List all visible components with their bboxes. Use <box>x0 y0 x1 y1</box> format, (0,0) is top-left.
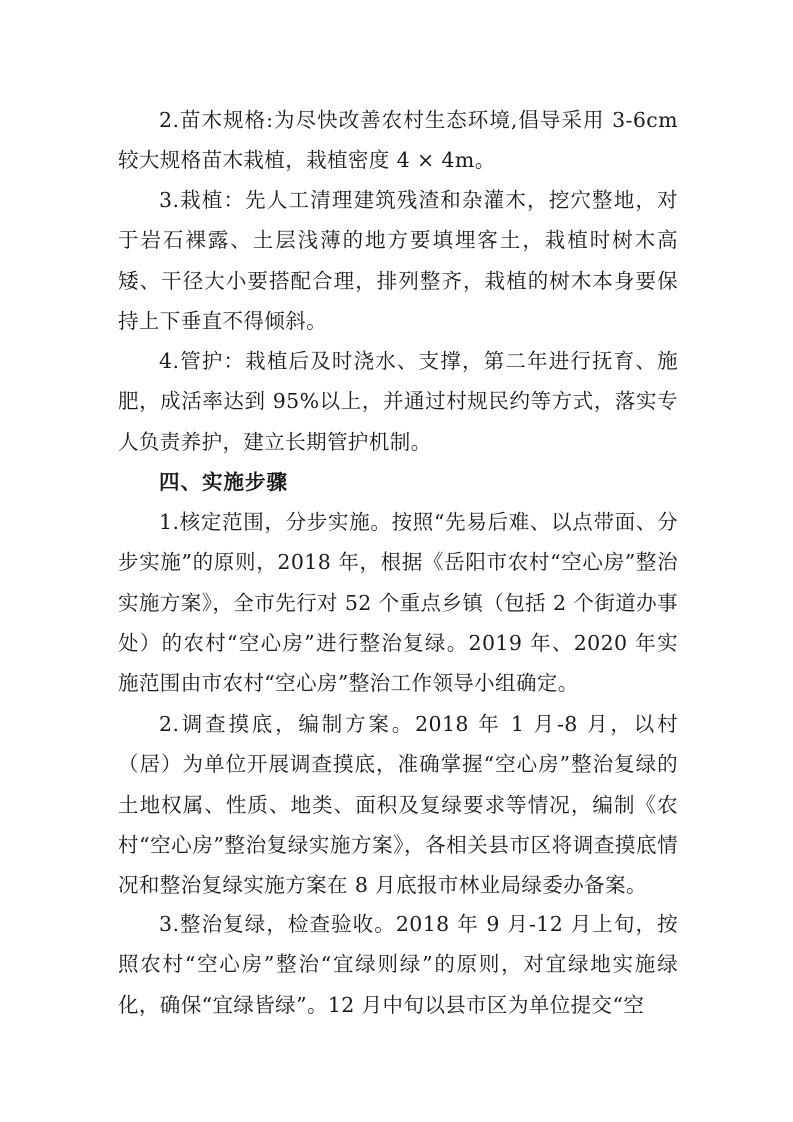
section-heading-implementation-steps: 四、实施步骤 <box>159 470 288 494</box>
paragraph-maintenance: 4.管护：栽植后及时浇水、支撑，第二年进行抚育、施肥，成活率达到 95%以上，并通过村规民约等方式，落实专人负责养护，建立长期管护机制。 <box>118 349 678 454</box>
paragraph-step-survey: 2.调查摸底，编制方案。2018 年 1 月-8 月，以村（居）为单位开展调查摸底，准确掌握“空心房”整治复绿的土地权属、性质、地类、面积及复绿要求等情况，编制《农村“空心房”整治复绿实施方案》，各相关县市区将调查摸底情况和整治复绿实施方案在 8 月底报市林业局绿委办备案。 <box>118 712 678 898</box>
paragraph-step-greening: 3.整治复绿，检查验收。2018 年 9 月-12 月上旬，按照农村“空心房”整治“宜绿则绿”的原则，对宜绿地实施绿化，确保“宜绿皆绿”。12 月中旬以县市区为单位提交“空 <box>118 912 678 1017</box>
paragraph-seedling-specs: 2.苗木规格:为尽快改善农村生态环境,倡导采用 3-6cm 较大规格苗木栽植，栽植密度 4 × 4m。 <box>118 108 678 173</box>
paragraph-planting: 3.栽植：先人工清理建筑残渣和杂灌木，挖穴整地，对于岩石裸露、土层浅薄的地方要填埋客土，栽植时树木高矮、干径大小要搭配合理，排列整齐，栽植的树木本身要保持上下垂直不得倾斜。 <box>118 188 678 333</box>
paragraph-step-scope: 1.核定范围，分步实施。按照“先易后难、以点带面、分步实施”的原则，2018 年，根据《岳阳市农村“空心房”整治实施方案》，全市先行对 52 个重点乡镇（包括 2 个街道办事处）的农村“空心房”进行整治复绿。2019 年、2020 年实施范围由市农村“空心房”整治工作领导小组确定。 <box>118 510 678 696</box>
